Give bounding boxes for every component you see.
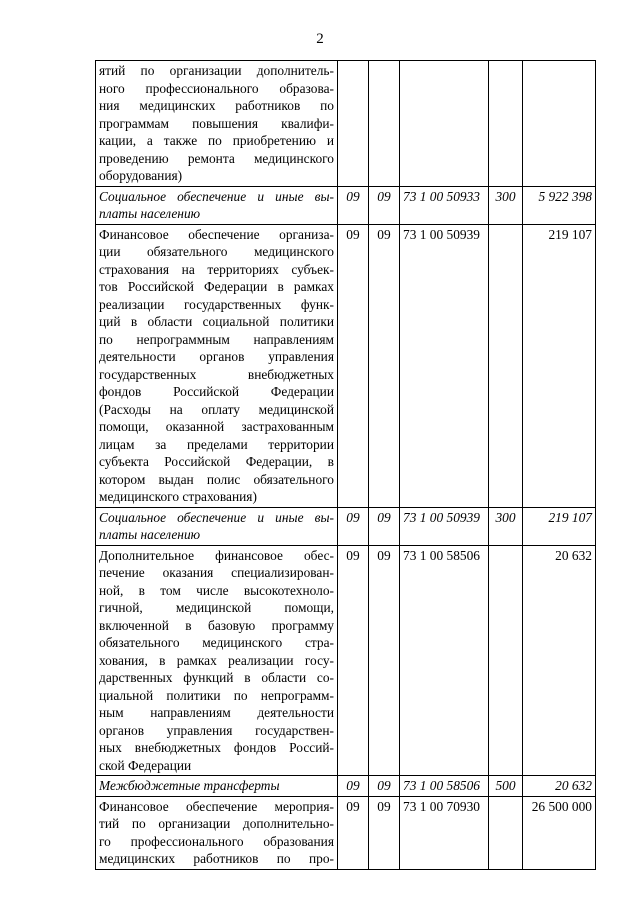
expense-type-code: 300 (489, 507, 523, 545)
table-row (96, 545, 596, 776)
row-name-line: фондов Российской Федерации (99, 384, 334, 399)
row-name-line: ции обязательного медицинского (99, 244, 334, 259)
table-row (96, 224, 596, 507)
amount: 219 107 (523, 224, 596, 507)
row-name-line: государственных внебюджетных (99, 366, 334, 382)
row-name-line: гичной, медицинской помощи, (99, 600, 334, 615)
table-row (96, 776, 596, 797)
row-name-line: Межбюджетные трансферты (99, 778, 280, 793)
target-article-code: 73 1 00 58506 (400, 776, 489, 797)
section-code: 09 (338, 545, 369, 776)
row-name (96, 186, 338, 224)
row-name-line: котором выдан полис обязательного (99, 471, 334, 487)
row-name-line: ций в области социальной политики (99, 314, 334, 329)
section-code: 09 (338, 796, 369, 869)
subsection-code: 09 (369, 224, 400, 507)
row-name-line: деятельности органов управления (99, 349, 334, 364)
row-name (96, 796, 338, 869)
amount: 20 632 (523, 545, 596, 776)
row-name-line: субъекта Российской Федерации, в (99, 454, 334, 469)
amount: 26 500 000 (523, 796, 596, 869)
row-name (96, 224, 338, 507)
row-name-line: программам повышения квалифи- (99, 115, 334, 131)
row-name-line: дарственных функций в области со- (99, 670, 334, 685)
subsection-code: 09 (369, 776, 400, 797)
row-name-line: оборудования) (99, 168, 183, 183)
section-code (338, 61, 369, 187)
row-name-line: циальной политики по непрограмм- (99, 687, 334, 703)
row-name-line: реализации государственных функ- (99, 296, 334, 312)
row-name-line: платы населению (99, 206, 201, 221)
row-name-line: ской Федерации (99, 757, 192, 773)
row-name-line: (Расходы на оплату медицинской (99, 401, 334, 417)
target-article-code (400, 61, 489, 187)
expense-type-code (489, 545, 523, 776)
row-name-line: Социальное обеспечение и иные вы- (99, 188, 334, 204)
row-name-line: ного профессионального образова- (99, 80, 334, 96)
row-name-line: помощи, оказанной застрахованным (99, 419, 334, 434)
section-code: 09 (338, 776, 369, 797)
row-name (96, 545, 338, 776)
row-name-line: органов управления государствен- (99, 722, 334, 738)
row-name-line: Социальное обеспечение и иные вы- (99, 509, 334, 525)
page-number: 2 (316, 31, 324, 47)
row-name-line: Финансовое обеспечение организа- (99, 226, 334, 242)
amount: 5 922 398 (523, 186, 596, 224)
section-code: 09 (338, 186, 369, 224)
row-name-line: платы населению (99, 527, 201, 542)
row-name-line: ным направлениям деятельности (99, 705, 334, 720)
row-name-line: включенной в базовую программу (99, 617, 334, 633)
expense-type-code: 500 (489, 776, 523, 797)
row-name-line: лицам за пределами территории (99, 436, 334, 452)
target-article-code: 73 1 00 50933 (400, 186, 489, 224)
amount (523, 61, 596, 187)
row-name-line: ной, в том числе высокотехноло- (99, 582, 334, 598)
section-code: 09 (338, 224, 369, 507)
row-name-line: тий по организации дополнительно- (99, 816, 334, 831)
budget-table-body (96, 61, 596, 870)
row-name-line: медицинских работников по про- (99, 851, 334, 866)
row-name-line: печение оказания специализирован- (99, 565, 334, 580)
expense-type-code: 300 (489, 186, 523, 224)
expense-type-code (489, 224, 523, 507)
target-article-code: 73 1 00 58506 (400, 545, 489, 776)
row-name-line: ятий по организации дополнитель- (99, 63, 334, 78)
table-row (96, 61, 596, 187)
amount: 20 632 (523, 776, 596, 797)
subsection-code: 09 (369, 545, 400, 776)
row-name (96, 776, 338, 797)
expense-type-code (489, 796, 523, 869)
target-article-code: 73 1 00 50939 (400, 224, 489, 507)
row-name-line: ния медицинских работников по (99, 98, 334, 113)
row-name-line: го профессионального образования (99, 833, 334, 849)
target-article-code: 73 1 00 50939 (400, 507, 489, 545)
amount: 219 107 (523, 507, 596, 545)
row-name-line: проведению ремонта медицинского (99, 150, 334, 166)
row-name-line: ных внебюджетных фондов Россий- (99, 740, 334, 755)
table-row (96, 507, 596, 545)
row-name-line: обязательного медицинского стра- (99, 635, 334, 650)
table-row (96, 186, 596, 224)
row-name-line: кации, а также по приобретению и (99, 133, 334, 148)
section-code: 09 (338, 507, 369, 545)
row-name-line: страхования на территориях субъек- (99, 261, 334, 277)
expense-type-code (489, 61, 523, 187)
row-name-line: Дополнительное финансовое обес- (99, 547, 334, 563)
row-name (96, 507, 338, 545)
subsection-code: 09 (369, 796, 400, 869)
row-name-line: по непрограммным направлениям (99, 331, 334, 347)
row-name-line: тов Российской Федерации в рамках (99, 279, 334, 294)
row-name-line: Финансовое обеспечение мероприя- (99, 798, 334, 814)
budget-table (95, 60, 596, 870)
table-row (96, 796, 596, 869)
subsection-code (369, 61, 400, 187)
row-name (96, 61, 338, 187)
row-name-line: медицинского страхования) (99, 489, 257, 504)
row-name-line: хования, в рамках реализации госу- (99, 652, 334, 668)
subsection-code: 09 (369, 186, 400, 224)
subsection-code: 09 (369, 507, 400, 545)
target-article-code: 73 1 00 70930 (400, 796, 489, 869)
